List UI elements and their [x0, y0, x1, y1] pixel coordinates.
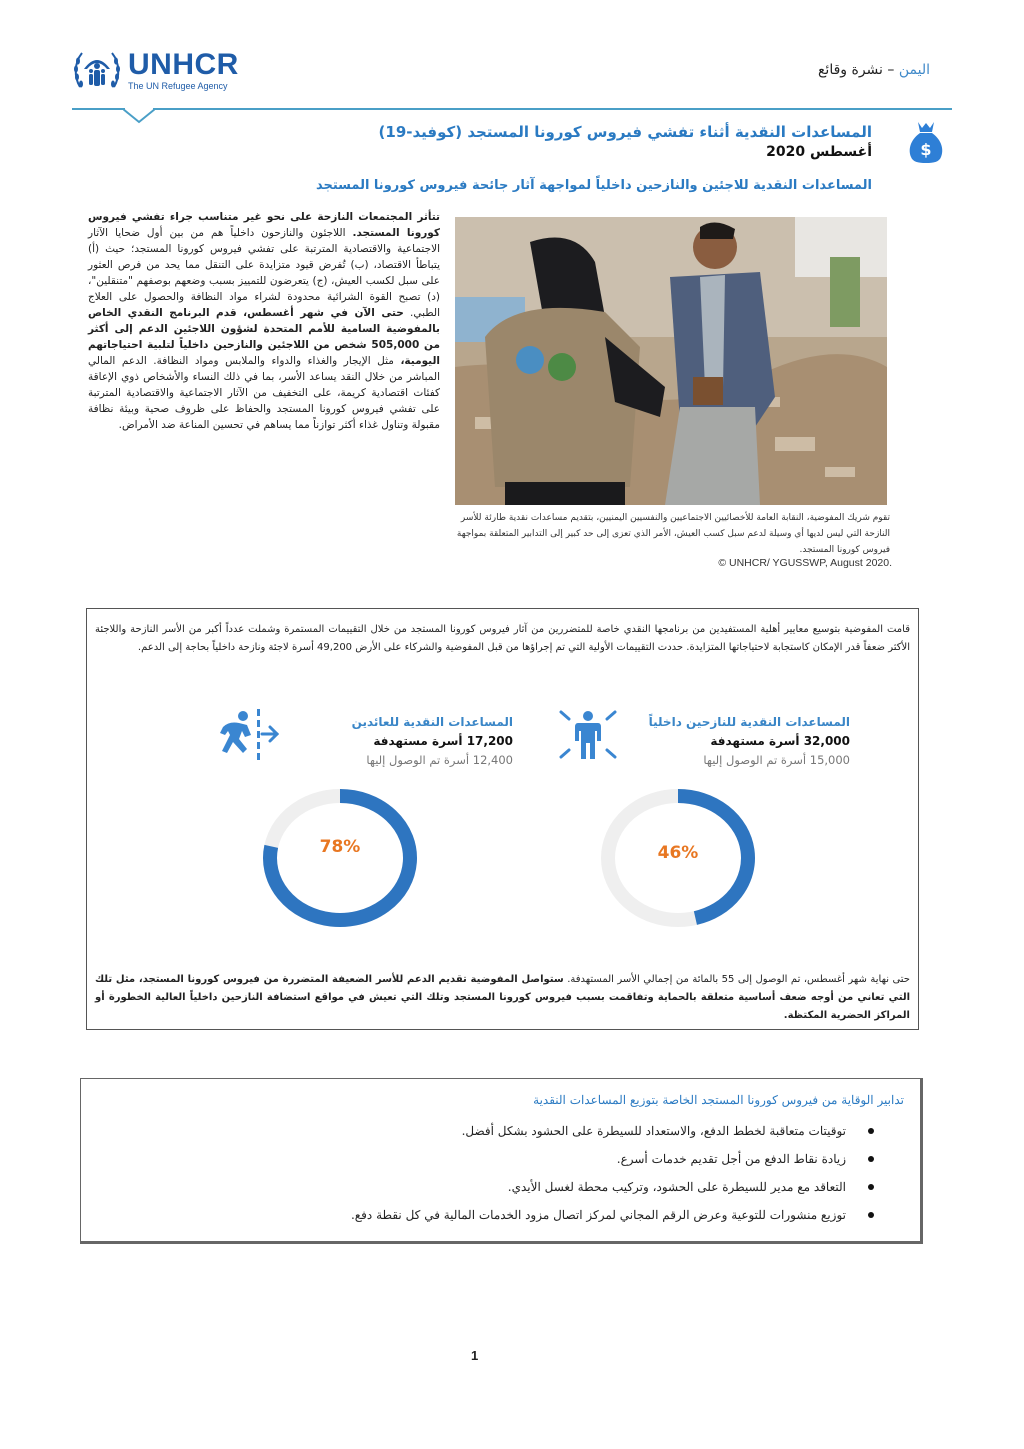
logo-tagline: The UN Refugee Agency [128, 80, 228, 91]
page-title: المساعدات النقدية أثناء تفشي فيروس كورونا المستجد (كوفيد-19) [378, 123, 872, 141]
returnee-assistance-stat [352, 715, 513, 767]
assistance-outro [95, 971, 910, 1025]
country-label: اليمن [898, 62, 930, 78]
svg-text:$: $ [920, 140, 932, 159]
returnee-percent-label: 78% [319, 837, 361, 857]
bullet-icon [868, 1184, 874, 1190]
unhcr-emblem-icon [72, 47, 122, 93]
intro-paragraph [88, 209, 440, 433]
idp-progress-ring [593, 783, 763, 933]
idp-percent-label: 46% [657, 843, 699, 863]
page-title-block [379, 123, 872, 160]
publication-date: أغسطس 2020 [766, 144, 872, 160]
list-item: توقيتات متعاقبة لخطط الدفع، والاستعداد للسيطرة على الحشود بشكل أفضل. [351, 1117, 874, 1145]
prevention-list [351, 1117, 874, 1229]
money-bag-icon [908, 120, 944, 164]
outro-progress: حتى نهاية شهر أغسطس، تم الوصول إلى 55 بالمائة من إجمالي الأسر المستهدفة. [563, 974, 910, 985]
idp-assistance-stat [649, 715, 850, 767]
intro-body: اللاجئون والنازحون داخلياً هم من بين أول ضحايا الآثار الاجتماعية والاقتصادية المترتبة على تفشي فيروس كورونا المستجد؛ حيث (أ) يتباطأ الاقتصاد، (ب) تُفرض قيود متزايدة على التنقل مما يحد من فرص العثور على سبل لكسب العيش، (ج) يتعرضون للتمييز بسبب وضعهم بوصفهم "متنقلين"، (د) تصبح القوة الشرائية محدودة لشراء مواد النظافة والحصول على العلاج الطبي. [88, 227, 440, 319]
bullet-icon [868, 1156, 874, 1162]
idp-title: المساعدات النقدية للنازحين داخلياً [648, 715, 850, 729]
header-separator: – [882, 62, 899, 78]
returnee-reached: 12,400 أسرة تم الوصول إليها [366, 753, 513, 767]
logo-wordmark: UNHCR [128, 47, 239, 81]
returnee-crossing-icon [217, 709, 279, 761]
page-subtitle: المساعدات النقدية للاجئين والنازحين داخلياً لمواجهة آثار جائحة فيروس كورونا المستجد [315, 178, 872, 193]
cash-assistance-box [86, 608, 919, 1030]
idp-reached: 15,000 أسرة تم الوصول إليها [703, 753, 850, 767]
list-item: توزيع منشورات للتوعية وعرض الرقم المجاني لمركز اتصال مزود الخدمات المالية في كل نقطة دفع. [351, 1201, 874, 1229]
displaced-person-icon [557, 709, 619, 761]
list-item: زيادة نقاط الدفع من أجل تقديم خدمات أسرع. [351, 1145, 874, 1173]
idp-target: 32,000 أسرة مستهدفة [710, 734, 850, 748]
divider-notch-icon [123, 108, 155, 124]
header-divider [72, 108, 125, 110]
photo-caption: تقوم شريك المفوضية، النقابة العامة للأخصائيين الاجتماعيين والنفسيين اليمنيين، بتقديم مساعدات نقدية طارئة للأسر النازحة التي ليس لديها أي وسيلة لدعم سبل كسب العيش، الأمر الذي تعزى إلى حد كبير إلى التدابير المتعلقة بمواجهة فيروس كورونا المستجد. [456, 513, 890, 555]
prevention-measures-box [80, 1078, 923, 1244]
header-divider [153, 108, 952, 110]
intro-lead: تتأثر المجتمعات النازحة على نحو غير متناسب جراء تفشي فيروس كورونا المستجد. [88, 211, 440, 239]
field-photo [455, 217, 887, 505]
intro-body-continued: مثل الإيجار والغذاء والدواء والملابس ومواد النظافة. الدعم المالي المباشر من خلال النقد يساعد الأسر، بما في ذلك النساء والأشخاص ذوي الإعاقة كفئات اقتصادية كريمة، على التخفيف من الآثار الاجتماعية والاقتصادية المترتبة على تفشي فيروس كورونا المستجد والحفاظ على ظروف صحية وبيئة نظافة مقبولة وتناول غذاء أكثر توازناً مما يساهم في تحسين المناعة ضد الأمراض. [88, 355, 440, 431]
assistance-intro: قامت المفوضية بتوسيع معايير أهلية المستفيدين من برنامجها النقدي خاصة للمتضررين من آثار فيروس كورونا المستجد من خلال التقييمات المستمرة وشملت عدداً أكبر من الأسر النازحة واللاجئة الأكثر ضعفاً قدر الإمكان كاستجابة لاحتياجاتها المتزايدة. حددت التقييمات الأولية التي تم إجراؤها من قبل المفوضية والشركاء على الأرض 49,200 أسرة لاجئة ونازحة داخلياً بحاجة إلى الدعم. [95, 624, 910, 653]
unhcr-logo [72, 46, 272, 94]
document-header [818, 62, 930, 78]
photo-credit: © UNHCR/ YGUSSWP, August 2020. [718, 557, 892, 569]
returnee-title: المساعدات النقدية للعائدين [351, 715, 513, 729]
bullet-icon [868, 1212, 874, 1218]
outro-commitment: ستواصل المفوضية تقديم الدعم للأسر الضعيفة المتضررة من فيروس كورونا المستجد، مثل تلك التي تعاني من أوجه ضعف أساسية متعلقة بالحماية وتفاقمت بسبب فيروس كورونا المستجد وتلك التي تعيش في مواقع استضافة النازحين داخلياً العالية الخطورة أو المراكز الحضرية المكتظة. [95, 974, 910, 1021]
document-type: نشرة وقائع [817, 62, 883, 78]
page-number: 1 [471, 1348, 479, 1363]
bullet-icon [868, 1128, 874, 1134]
returnee-target: 17,200 أسرة مستهدفة [373, 734, 513, 748]
prevention-title: تدابير الوقاية من فيروس كورونا المستجد الخاصة بتوزيع المساعدات النقدية [533, 1093, 904, 1107]
intro-highlight: حتى الآن في شهر أغسطس، قدم البرنامج النقدي الخاص بالمفوضية السامية للأمم المتحدة لشؤون اللاجئين الدعم إلى أكثر من 505,000 شخص من اللاجئين والنازحين داخلياً لتلبية احتياجاتهم اليومية، [88, 307, 441, 367]
returnee-progress-ring [255, 783, 425, 933]
list-item: التعاقد مع مدير للسيطرة على الحشود، وتركيب محطة لغسل الأيدي. [351, 1173, 874, 1201]
